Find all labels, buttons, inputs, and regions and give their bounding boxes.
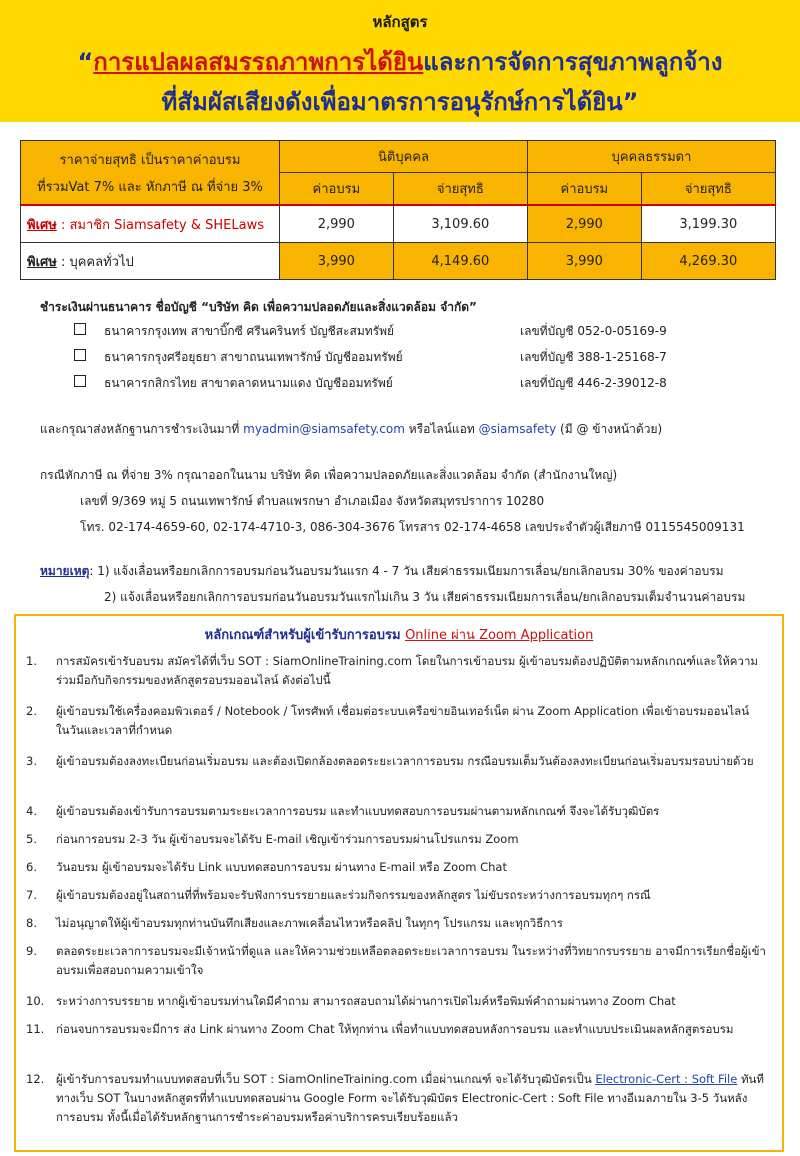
- ecert-link[interactable]: Electronic-Cert : Soft File: [595, 1072, 738, 1086]
- price-note-line2: ที่รวมVat 7% และ หักภาษี ณ ที่จ่าย 3%: [37, 179, 263, 195]
- person-fee: 3,990: [527, 243, 641, 280]
- item-number: 12.: [26, 1072, 45, 1086]
- item-text-pre: ผู้เข้ารับการอบรมทำแบบทดสอบที่เว็บ SOT : SiamOnlineTraining.com เมื่อผ่านเกณฑ์ จะได้รับวุฒิบัตรเป็น: [56, 1072, 596, 1086]
- criteria-box: [14, 614, 784, 1152]
- group-person-header: บุคคลธรรมดา: [527, 141, 775, 173]
- bank-name: ธนาคารกสิกรไทย สาขาตลาดหนามแดง บัญชีออมทรัพย์: [104, 376, 393, 390]
- item-number: 2.: [26, 704, 37, 718]
- course-title-rest: และการจัดการสุขภาพลูกจ้าง: [423, 48, 723, 76]
- item-number: 9.: [26, 944, 37, 958]
- course-label: หลักสูตร: [372, 13, 428, 31]
- course-title-line2: ที่สัมผัสเสียงดังเพื่อมาตรการอนุรักษ์การได้ยิน”: [161, 88, 639, 116]
- juristic-net: 4,149.60: [393, 243, 527, 280]
- criteria-title-link[interactable]: Online ผ่าน Zoom Application: [405, 628, 594, 643]
- item-text: ผู้เข้าอบรมต้องลงทะเบียนก่อนเริ่มอบรม และต้องเปิดกล้องตลอดระยะเวลาการอบรม กรณีอบรมเต็มวันต้องลงทะเบียนก่อนเริ่มอบรมรอบบ่ายด้วย: [56, 754, 754, 768]
- row-label: [21, 205, 280, 243]
- remark-line1: [40, 562, 724, 581]
- proof-line-id[interactable]: @siamsafety: [478, 422, 557, 436]
- proof-mid: หรือไลน์แอท: [404, 422, 479, 436]
- bank-account: เลขที่บัญชี 446-2-39012-8: [520, 376, 667, 390]
- course-title-highlight: การแปลผลสมรรถภาพการได้ยิน: [93, 48, 424, 76]
- item-number: 1.: [26, 654, 37, 668]
- juristic-net: 3,109.60: [393, 205, 527, 243]
- price-table: [20, 140, 776, 280]
- header-banner: [0, 0, 800, 122]
- tax-contact: โทร. 02-174-4659-60, 02-174-4710-3, 086-304-3676 โทรสาร 02-174-4658 เลขประจำตัวผู้เสียภาษี 0115545009131: [80, 520, 745, 534]
- table-row: [21, 243, 776, 280]
- group-juristic-header: นิติบุคคล: [280, 141, 528, 173]
- item-text: ผู้เข้าอบรมต้องอยู่ในสถานที่ที่พร้อมจะรับฟังการบรรยายและร่วมกิจกรรมของหลักสูตร ไม่ขับรถระหว่างการอบรมทุกๆ กรณี: [56, 888, 651, 902]
- col-fee-header: ค่าอบรม: [527, 173, 641, 206]
- col-net-header: จ่ายสุทธิ: [641, 173, 775, 206]
- item-number: 6.: [26, 860, 37, 874]
- proof-email-link[interactable]: myadmin@siamsafety.com: [243, 422, 405, 436]
- item-text: ผู้เข้าอบรมต้องเข้ารับการอบรมตามระยะเวลาการอบรม และทำแบบทดสอบการอบรมผ่านตามหลักเกณฑ์ จึงจะได้รับวุฒิบัตร: [56, 804, 660, 818]
- item-text: ก่อนจบการอบรมจะมีการ ส่ง Link ผ่านทาง Zoom Chat ให้ทุกท่าน เพื่อทำแบบทดสอบหลังการอบรม และทำแบบประเมินผลหลักสูตรอบรม: [56, 1022, 734, 1036]
- proof-pre: และกรุณาส่งหลักฐานการชำระเงินมาที่: [40, 422, 244, 436]
- item-text: ก่อนการอบรม 2-3 วัน ผู้เข้าอบรมจะได้รับ E-mail เชิญเข้าร่วมการอบรมผ่านโปรแกรม Zoom: [56, 832, 519, 846]
- remark-1: : 1) แจ้งเลื่อนหรือยกเลิกการอบรมก่อนวันอบรมวันแรก 4 - 7 วัน เสียค่าธรรมเนียมการเลื่อน/ยกเลิกอบรม 30% ของค่าอบรม: [89, 564, 724, 578]
- item-number: 10.: [26, 994, 45, 1008]
- row-label: [21, 243, 280, 280]
- person-net: 4,269.30: [641, 243, 775, 280]
- bank-account: เลขที่บัญชี 388-1-25168-7: [520, 350, 667, 364]
- tax-address: เลขที่ 9/369 หมู่ 5 ถนนเทพารักษ์ ตำบลแพรกษา อำเภอเมือง จังหวัดสมุทรปราการ 10280: [80, 494, 545, 508]
- bank-name: ธนาคารกรุงเทพ สาขาบิ๊กซี ศรีนครินทร์ บัญชีสะสมทรัพย์: [104, 324, 395, 338]
- special-tag: พิเศษ: [27, 217, 57, 233]
- item-number: 3.: [26, 754, 37, 768]
- course-title-line1: “การแปลผลสมรรถภาพการได้ยินและการจัดการสุขภาพลูกจ้าง: [77, 48, 723, 76]
- remark-2: 2) แจ้งเลื่อนหรือยกเลิกการอบรมก่อนวันอบรมวันแรกไม่เกิน 3 วัน เสียค่าธรรมเนียมการเลื่อน/ยกเลิกอบรมเต็มจำนวนค่าอบรม: [104, 590, 746, 604]
- proof-post: (มี @ ข้างหน้าด้วย): [556, 422, 663, 436]
- item-text: ตลอดระยะเวลาการอบรมจะมีเจ้าหน้าที่ดูแล และให้ความช่วยเหลือตลอดระยะเวลาการอบรม ในระหว่างที่วิทยากรบรรยาย อาจมีการเรียกชื่อผู้เข้าอบรมเพื่อสอบถามความเข้าใจ: [56, 944, 766, 977]
- item-text: ผู้เข้าอบรมใช้เครื่องคอมพิวเตอร์ / Notebook / โทรศัพท์ เชื่อมต่อระบบเครือข่ายอินเทอร์เน็ต ผ่าน Zoom Application เพื่อเข้าอบรมออนไลน์ ในวันและเวลาที่กำหนด: [56, 704, 750, 737]
- price-note-line1: ราคาจ่ายสุทธิ เป็นราคาค่าอบรม: [59, 152, 241, 168]
- item-number: 7.: [26, 888, 37, 902]
- item-text: การสมัครเข้ารับอบรม สมัครได้ที่เว็บ SOT : SiamOnlineTraining.com โดยในการเข้าอบรม ผู้เข้าอบรมต้องปฏิบัติตามหลักเกณฑ์และให้ความร่วมมือกับกิจกรรมของหลักสูตรอบรมออนไลน์ ดังต่อไปนี้: [56, 654, 758, 687]
- criteria-title-text: หลักเกณฑ์สำหรับผู้เข้ารับการอบรม: [204, 628, 406, 643]
- course-title-line2-text: ที่สัมผัสเสียงดังเพื่อมาตรการอนุรักษ์การได้ยิน: [161, 88, 623, 116]
- table-row: [21, 205, 776, 243]
- item-number: 5.: [26, 832, 37, 846]
- person-net: 3,199.30: [641, 205, 775, 243]
- item-text: ระหว่างการบรรยาย หากผู้เข้าอบรมท่านใดมีคำถาม สามารถสอบถามได้ผ่านการเปิดไมค์หรือพิมพ์คำถามผ่านทาง Zoom Chat: [56, 994, 676, 1008]
- item-text: ไม่อนุญาตให้ผู้เข้าอบรมทุกท่านบันทึกเสียงและภาพเคลื่อนไหวหรือคลิป ในทุกๆ โปรแกรม และทุกวิธีการ: [56, 916, 563, 930]
- remark-label: หมายเหตุ: [40, 564, 90, 578]
- item-text-post: ทันทีทางเว็บ SOT ในบางหลักสูตรที่ทำแบบทดสอบผ่าน Google Form จะได้รับวุฒิบัตร Electronic-Cert : Soft File ทางอีเมลภายใน 3-5 วันหลังการอบรม ทั้งนี้เมื่อได้รับหลักฐานการชำระค่าอบรมหรือค่าบริการครบเรียบร้อยแล้ว: [56, 1072, 764, 1124]
- item-number: 4.: [26, 804, 37, 818]
- criteria-title: [16, 624, 782, 645]
- item-number: 11.: [26, 1022, 45, 1036]
- checkbox-icon: [74, 349, 86, 361]
- item-number: 8.: [26, 916, 37, 930]
- row-desc: : สมาชิก Siamsafety & SHELaws: [56, 217, 264, 233]
- payment-intro: ชำระเงินผ่านธนาคาร ชื่อบัญชี “บริษัท คิด เพื่อความปลอดภัยและสิ่งแวดล้อม จำกัด”: [40, 300, 477, 314]
- col-net-header: จ่ายสุทธิ: [393, 173, 527, 206]
- price-note: [21, 141, 280, 206]
- checkbox-icon: [74, 323, 86, 335]
- proof-instruction: [40, 420, 662, 439]
- person-fee: 2,990: [527, 205, 641, 243]
- checkbox-icon: [74, 375, 86, 387]
- bank-account: เลขที่บัญชี 052-0-05169-9: [520, 324, 667, 338]
- row-desc: : บุคคลทั่วไป: [56, 254, 134, 270]
- bank-name: ธนาคารกรุงศรีอยุธยา สาขาถนนเทพารักษ์ บัญชีออมทรัพย์: [104, 350, 403, 364]
- tax-intro: กรณีหักภาษี ณ ที่จ่าย 3% กรุณาออกในนาม บริษัท คิด เพื่อความปลอดภัยและสิ่งแวดล้อม จำกัด (สำนักงานใหญ่): [40, 468, 618, 482]
- juristic-fee: 3,990: [280, 243, 394, 280]
- item-text: วันอบรม ผู้เข้าอบรมจะได้รับ Link แบบทดสอบการอบรม ผ่านทาง E-mail หรือ Zoom Chat: [56, 860, 507, 874]
- special-tag: พิเศษ: [27, 254, 57, 270]
- juristic-fee: 2,990: [280, 205, 394, 243]
- item-text: [56, 1070, 766, 1127]
- col-fee-header: ค่าอบรม: [280, 173, 394, 206]
